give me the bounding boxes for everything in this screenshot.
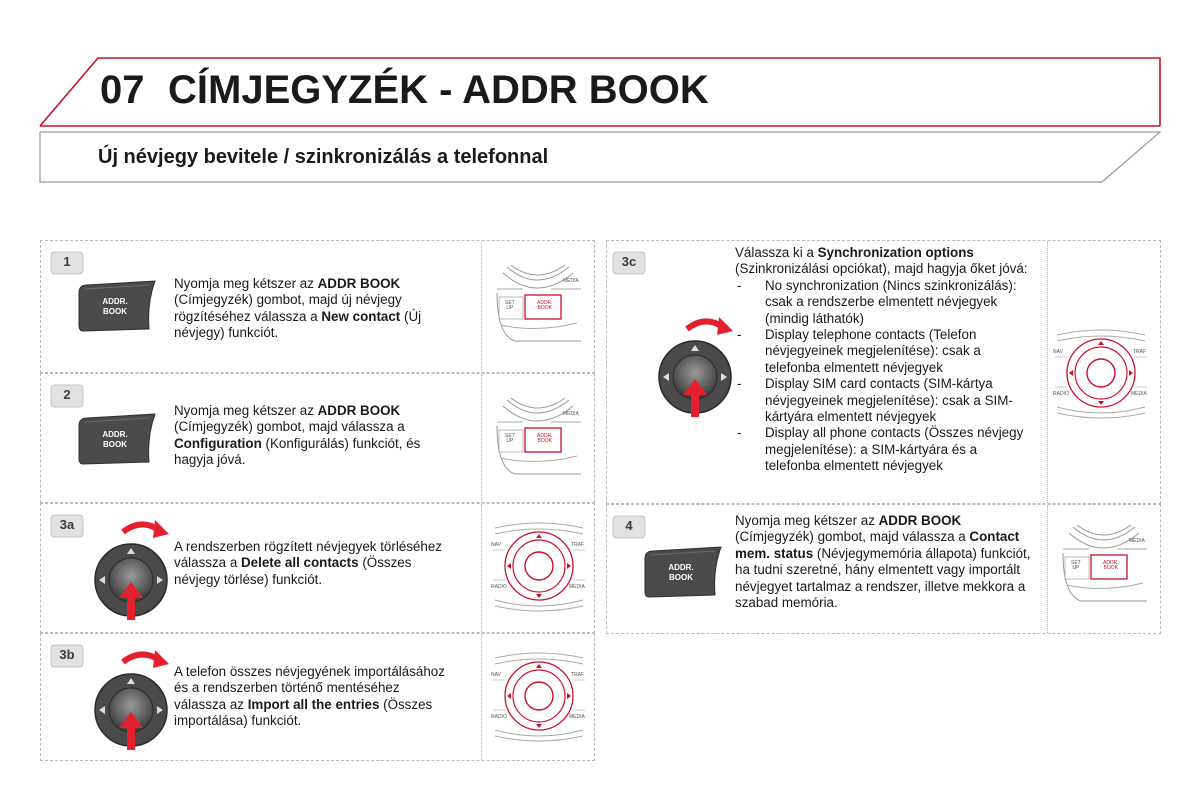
step-instruction — [174, 403, 454, 469]
emphasis-text: Import all the entries — [247, 696, 380, 712]
body-text: Nyomja meg kétszer az — [174, 403, 318, 418]
panel-label-nav: NAV — [1053, 349, 1063, 355]
sync-options-list — [735, 278, 1035, 475]
body-text: Nyomja meg kétszer az — [735, 513, 879, 528]
step-badge — [611, 514, 647, 540]
emphasis-text: Synchronization options — [817, 245, 974, 260]
addr-book-button — [75, 279, 157, 335]
panel-label-media: MEDIA — [569, 714, 585, 720]
illustration-cell — [1047, 505, 1048, 633]
step-number: 3b — [59, 647, 75, 662]
step-card-3b — [40, 633, 595, 761]
control-panel-illustration — [493, 396, 583, 482]
step-badge — [49, 643, 85, 669]
navigation-panel-illustration — [489, 646, 589, 746]
step-card-3a — [40, 503, 595, 633]
step-number: 4 — [625, 518, 633, 533]
body-text: A telefon összes névjegyének importálásához és a rendszerben történő mentéséhez válassza az — [174, 664, 445, 712]
panel-label-media: MEDIA — [563, 411, 579, 417]
addr-book-button — [75, 412, 157, 468]
navigation-panel-illustration — [489, 516, 589, 616]
panel-label-traffic: TRAF — [571, 672, 585, 678]
rotary-knob-icon — [89, 646, 199, 766]
panel-label-radio: RADIO — [491, 584, 507, 590]
panel-label-setup: SET UP — [505, 433, 515, 444]
sync-option-item: - Display SIM card contacts (SIM-kártya névjegyeinek megjelenítése): csak a SIM-kártyára elmentett névjegyek — [735, 376, 1035, 425]
panel-label-addr-book: ADDR. BOOK — [537, 433, 553, 444]
emphasis-text: ADDR BOOK — [317, 403, 401, 418]
body-text: (Új névjegy) funkciót. — [174, 308, 422, 341]
addr-button-label-line2: BOOK — [103, 307, 127, 316]
panel-label-setup: SET UP — [1071, 560, 1081, 571]
step-instruction — [735, 245, 1035, 475]
step-badge — [611, 250, 647, 276]
step-badge — [49, 250, 85, 276]
body-text: (Szinkronizálási opciókat), majd hagyja őket jóvá: — [735, 261, 1028, 277]
illustration-cell — [481, 241, 482, 372]
addr-button-label-line1: ADDR. — [102, 430, 128, 439]
sync-option-item: - Display telephone contacts (Telefon névjegyeinek megjelenítése): csak a telefonba elmentett névjegyek — [735, 327, 1035, 376]
emphasis-text: ADDR BOOK — [317, 276, 401, 291]
step-card-1 — [40, 240, 595, 373]
body-text: (Címjegyzék) gombot, majd válassza a — [735, 529, 970, 545]
body-text: (Névjegymemória állapota) funkciót, ha tudni szeretné, hány elmentett vagy importált névjegyet tartalmaz a rendszer, illetve mekkora a szabad memória. — [735, 545, 1031, 611]
body-text: (Összes névjegy törlése) funkciót. — [174, 555, 412, 587]
emphasis-text: New contact — [321, 308, 401, 324]
emphasis-text: Configuration — [174, 435, 262, 451]
panel-label-nav: NAV — [491, 672, 501, 678]
panel-label-addr-book: ADDR. BOOK — [1103, 560, 1119, 571]
chapter-number: 07 — [100, 68, 145, 112]
rotary-knob-icon — [653, 313, 763, 433]
panel-label-media: MEDIA — [563, 278, 579, 284]
intro-paragraph — [735, 245, 1035, 278]
step-instruction — [174, 276, 454, 342]
rotary-knob-icon — [89, 516, 199, 636]
step-number: 2 — [63, 387, 71, 402]
emphasis-text: ADDR BOOK — [878, 513, 962, 528]
navigation-panel-illustration — [1051, 323, 1151, 423]
section-title: Új névjegy bevitele / szinkronizálás a telefonnal — [98, 146, 549, 168]
body-text: Nyomja meg kétszer az — [174, 276, 318, 291]
body-text: (Összes importálása) funkciót. — [174, 696, 433, 729]
chapter-title: CÍMJEGYZÉK - ADDR BOOK — [168, 68, 709, 112]
panel-label-radio: RADIO — [491, 714, 507, 720]
body-text: (Címjegyzék) gombot, majd válassza a — [174, 419, 405, 435]
panel-label-media: MEDIA — [1131, 391, 1147, 397]
addr-button-label-line2: BOOK — [669, 573, 693, 582]
step-card-4 — [606, 504, 1161, 634]
sync-option-item: - Display all phone contacts (Összes névjegy megjelenítése): a SIM-kártyára és a telefonba elmentett névjegyek — [735, 425, 1035, 474]
control-panel-illustration — [493, 263, 583, 349]
step-card-3c — [606, 240, 1161, 504]
panel-label-traffic: TRAF — [571, 542, 585, 548]
emphasis-text: Delete all contacts — [241, 555, 359, 571]
panel-label-traffic: TRAF — [1133, 349, 1147, 355]
panel-label-nav: NAV — [491, 542, 501, 548]
step-instruction — [174, 664, 454, 730]
sync-option-item: - No synchronization (Nincs szinkronizálás): csak a rendszerbe elmentett névjegyek (mindig láthatók) — [735, 278, 1035, 327]
step-number: 3a — [59, 517, 75, 532]
panel-label-media: MEDIA — [569, 584, 585, 590]
emphasis-text: Contact mem. status — [735, 529, 1020, 561]
step-card-2 — [40, 373, 595, 503]
illustration-cell — [481, 504, 482, 632]
addr-button-label-line1: ADDR. — [668, 563, 694, 572]
illustration-cell — [481, 634, 482, 760]
body-text: Válassza ki a — [735, 245, 818, 260]
addr-button-label-line1: ADDR. — [102, 297, 128, 306]
panel-label-setup: SET UP — [505, 300, 515, 311]
body-text: (Konfigurálás) funkciót, és hagyja jóvá. — [174, 435, 421, 468]
illustration-cell — [1047, 241, 1048, 503]
body-text: A rendszerben rögzített névjegyek törléséhez válassza a — [174, 539, 442, 571]
step-number: 3c — [621, 254, 637, 269]
step-badge — [49, 383, 85, 409]
panel-label-media: MEDIA — [1129, 538, 1145, 544]
step-badge — [49, 513, 85, 539]
panel-label-addr-book: ADDR. BOOK — [537, 300, 553, 311]
addr-book-button — [641, 545, 723, 601]
step-number: 1 — [63, 254, 71, 269]
body-text: (Címjegyzék) gombot, majd új névjegy rögzítéséhez válassza a — [174, 292, 402, 324]
step-instruction — [174, 539, 454, 588]
addr-button-label-line2: BOOK — [103, 440, 127, 449]
illustration-cell — [481, 374, 482, 502]
panel-label-radio: RADIO — [1053, 391, 1069, 397]
step-instruction — [735, 513, 1031, 611]
control-panel-illustration — [1059, 523, 1149, 609]
